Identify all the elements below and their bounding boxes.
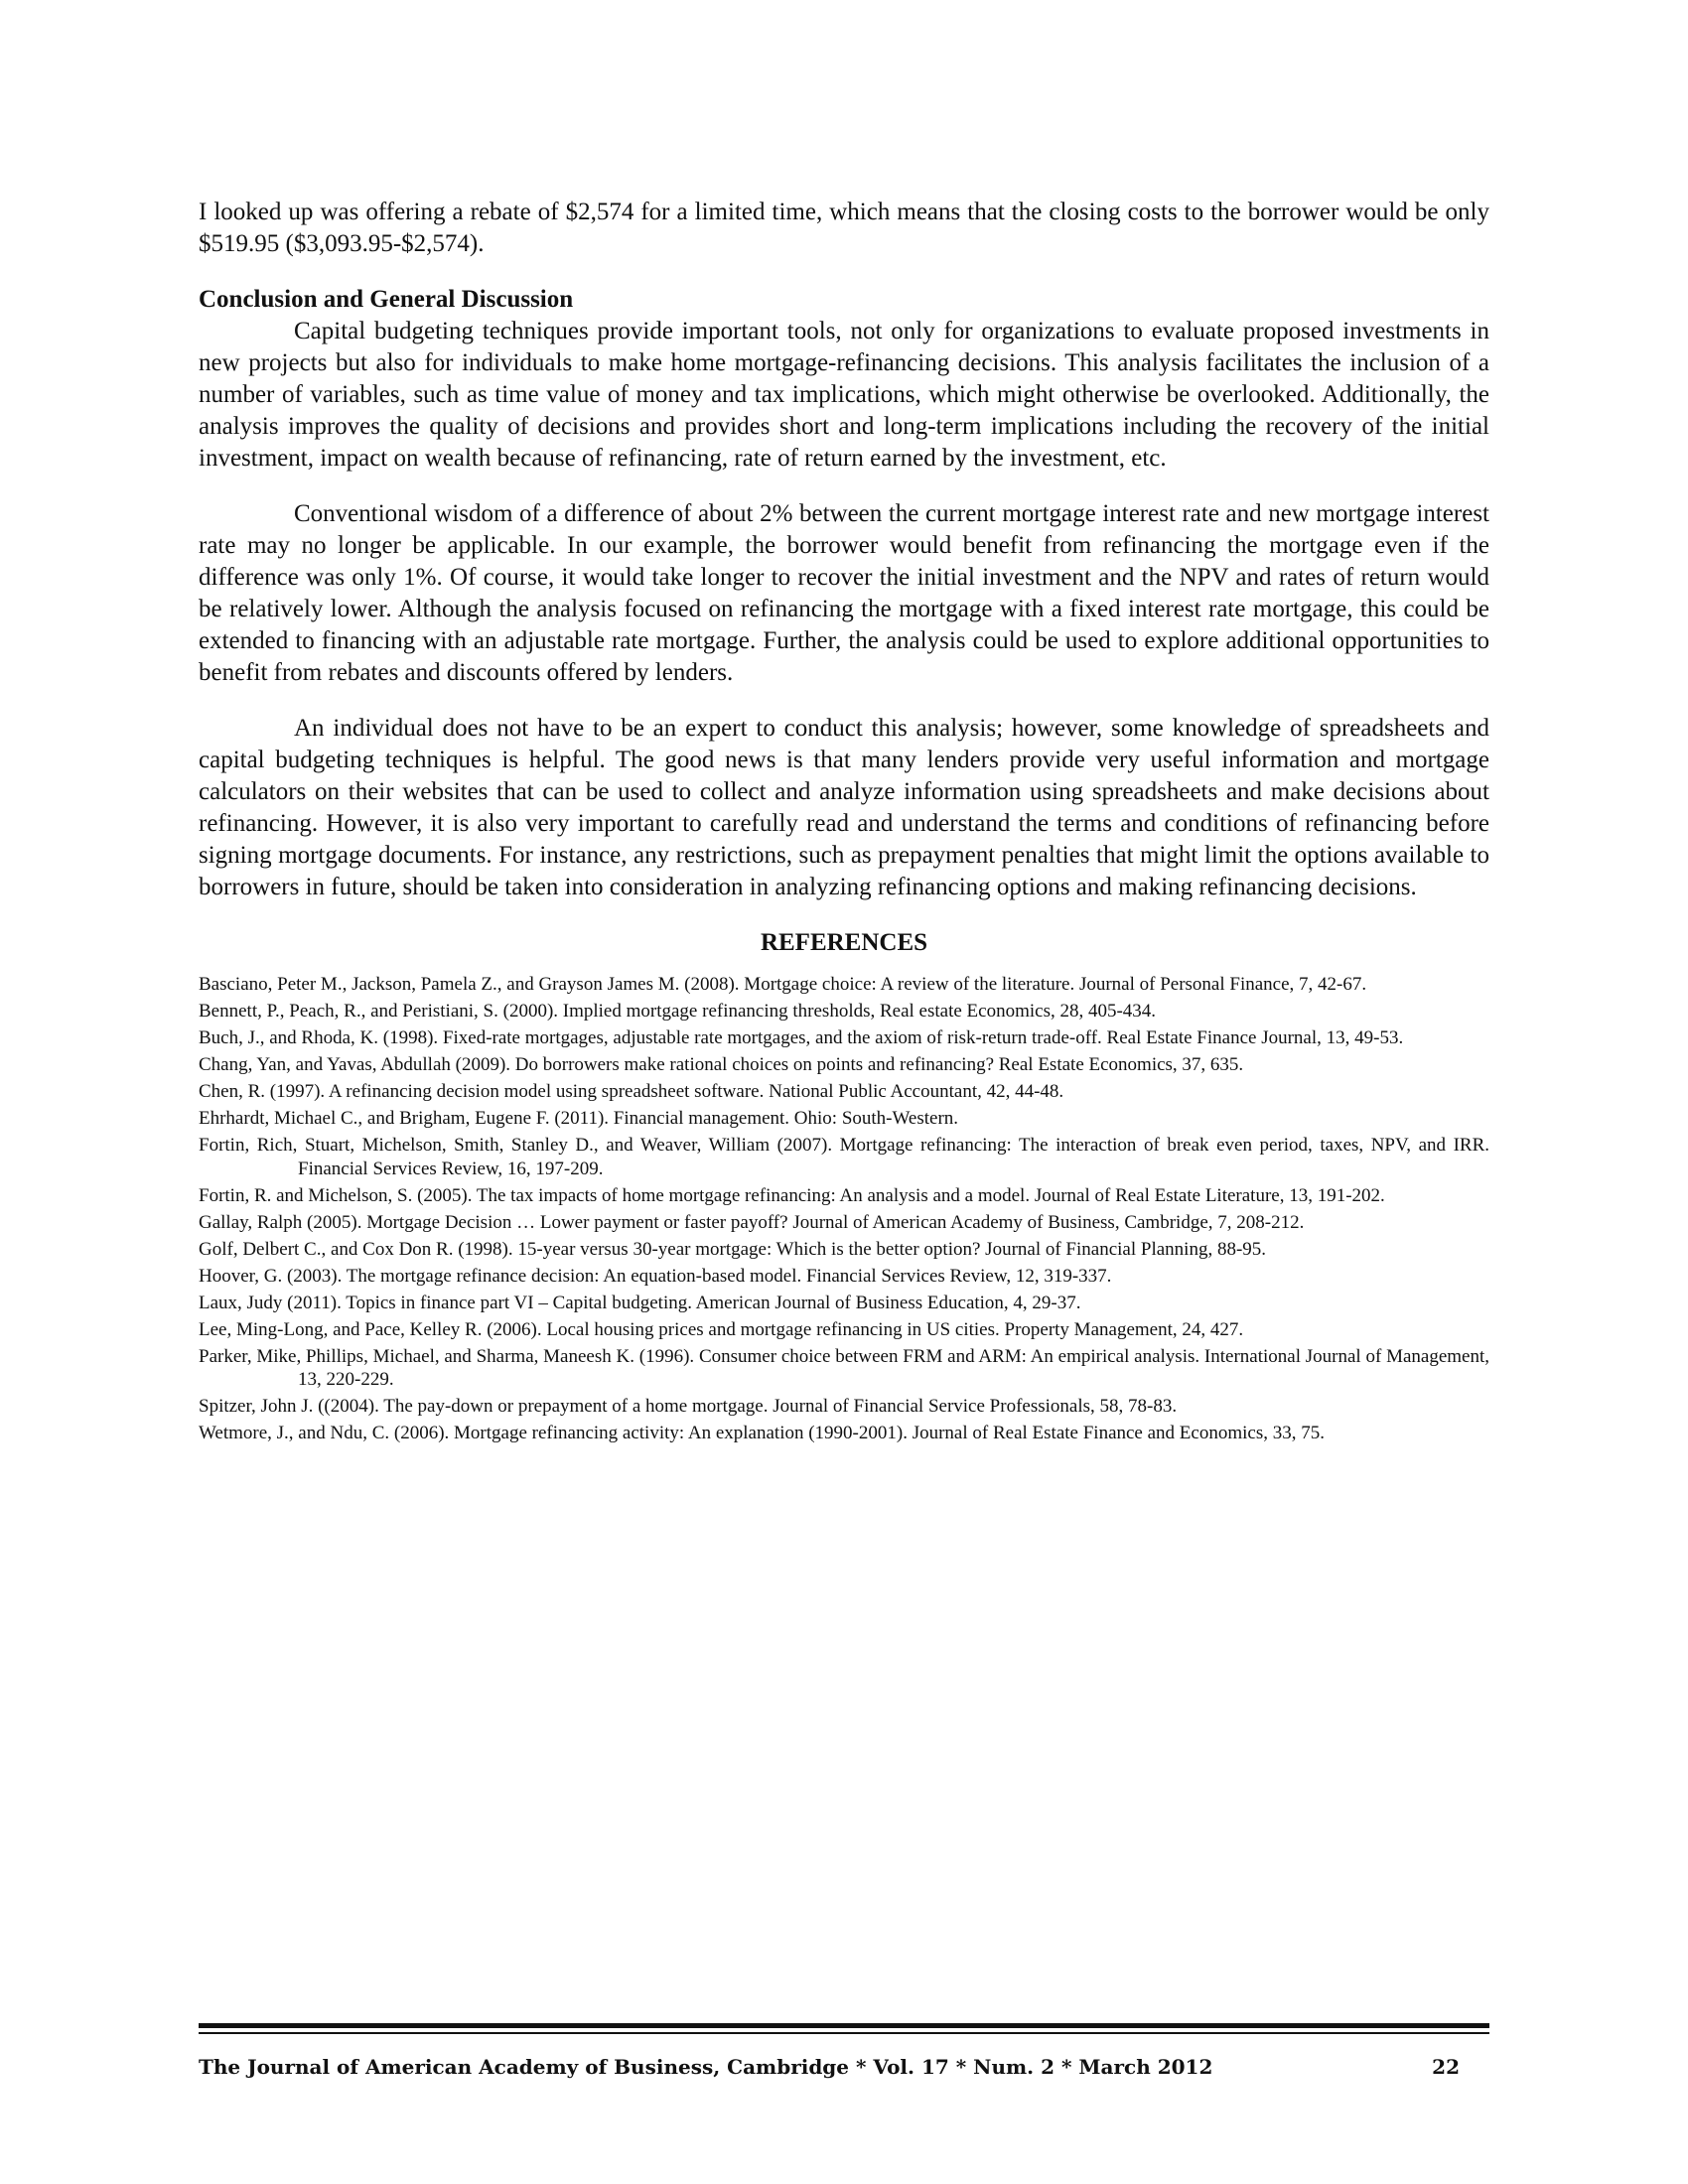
reference-item: Golf, Delbert C., and Cox Don R. (1998). 15-year versus 30-year mortgage: Which is the better option? Journal of Financial Planning, 88-95. — [199, 1238, 1267, 1260]
section-heading: Conclusion and General Discussion — [199, 286, 574, 313]
reference-item: Chang, Yan, and Yavas, Abdullah (2009). Do borrowers make rational choices on points and refinancing? Real Estate Economics, 37, 635. — [199, 1054, 1244, 1075]
references-heading: REFERENCES — [760, 929, 928, 956]
intro-paragraph: I looked up was offering a rebate of $2,574 for a limited time, which means that the closing costs to the borrower would be only $519.95 ($3,093.95-$2,574). — [199, 199, 1489, 257]
page-number: 22 — [1432, 2055, 1460, 2079]
page-content — [199, 197, 1489, 1448]
paragraph-3: An individual does not have to be an expert to conduct this analysis; however, some knowledge of spreadsheets and capital budgeting techniques is helpful. The good news is that many lenders provide very useful information and mortgage calculators on their websites that can be used to collect and analyze information using spreadsheets and make decisions about refinancing. However, it is also very important to carefully read and understand the terms and conditions of refinancing before signing mortgage documents. For instance, any restrictions, such as prepayment penalties that might limit the options available to borrowers in future, should be taken into consideration in analyzing refinancing options and making refinancing decisions. — [199, 715, 1489, 900]
footer-rule-thin — [199, 2032, 1489, 2034]
reference-item: Parker, Mike, Phillips, Michael, and Sharma, Maneesh K. (1996). Consumer choice between FRM and ARM: An empirical analysis. International Journal of Management, 13, 220-229. — [199, 1345, 1489, 1390]
reference-item: Gallay, Ralph (2005). Mortgage Decision … Lower payment or faster payoff? Journal of American Academy of Business, Cambridge, 7, 208-212. — [199, 1211, 1305, 1233]
reference-item: Laux, Judy (2011). Topics in finance part VI – Capital budgeting. American Journal of Business Education, 4, 29-37. — [199, 1292, 1081, 1313]
reference-item: Basciano, Peter M., Jackson, Pamela Z., and Grayson James M. (2008). Mortgage choice: A review of the literature. Journal of Personal Finance, 7, 42-67. — [199, 974, 1367, 995]
reference-item: Hoover, G. (2003). The mortgage refinance decision: An equation-based model. Financial Services Review, 12, 319-337. — [199, 1265, 1112, 1287]
paragraph-1: Capital budgeting techniques provide important tools, not only for organizations to evaluate proposed investments in new projects but also for individuals to make home mortgage-refinancing decisions. This analysis facilitates the inclusion of a number of variables, such as time value of money and tax implications, which might otherwise be overlooked. Additionally, the analysis improves the quality of decisions and provides short and long-term implications including the recovery of the initial investment, impact on wealth because of refinancing, rate of return earned by the investment, etc. — [199, 318, 1489, 472]
page-footer — [199, 2055, 1489, 2085]
reference-item: Buch, J., and Rhoda, K. (1998). Fixed-rate mortgages, adjustable rate mortgages, and the axiom of risk-return trade-off. Real Estate Finance Journal, 13, 49-53. — [199, 1027, 1404, 1048]
footer-journal-citation: The Journal of American Academy of Business, Cambridge * Vol. 17 * Num. 2 * March 2012 — [199, 2055, 1213, 2079]
references-list — [199, 973, 1489, 1445]
reference-item: Wetmore, J., and Ndu, C. (2006). Mortgage refinancing activity: An explanation (1990-2001). Journal of Real Estate Finance and Economics, 33, 75. — [199, 1423, 1325, 1443]
reference-item: Ehrhardt, Michael C., and Brigham, Eugene F. (2011). Financial management. Ohio: South-Western. — [199, 1108, 959, 1129]
footer-rule-thick — [199, 2023, 1489, 2028]
reference-item: Lee, Ming-Long, and Pace, Kelley R. (2006). Local housing prices and mortgage refinancing in US cities. Property Management, 24, 427. — [199, 1318, 1244, 1340]
reference-item: Fortin, Rich, Stuart, Michelson, Smith, Stanley D., and Weaver, William (2007). Mortgage refinancing: The interaction of break even period, taxes, NPV, and IRR. Financial Services Review, 16, 197-209. — [199, 1135, 1489, 1179]
paragraph-2: Conventional wisdom of a difference of about 2% between the current mortgage interest rate and new mortgage interest rate may no longer be applicable. In our example, the borrower would benefit from refinancing the mortgage even if the difference was only 1%. Of course, it would take longer to recover the initial investment and the NPV and rates of return would be relatively lower. Although the analysis focused on refinancing the mortgage with a fixed interest rate mortgage, this could be extended to financing with an adjustable rate mortgage. Further, the analysis could be used to explore additional opportunities to benefit from rebates and discounts offered by lenders. — [199, 500, 1489, 686]
reference-item: Bennett, P., Peach, R., and Peristiani, S. (2000). Implied mortgage refinancing thresholds, Real estate Economics, 28, 405-434. — [199, 1001, 1157, 1022]
reference-item: Spitzer, John J. ((2004). The pay-down or prepayment of a home mortgage. Journal of Financial Service Professionals, 58, 78-83. — [199, 1396, 1178, 1417]
reference-item: Chen, R. (1997). A refinancing decision model using spreadsheet software. National Public Accountant, 42, 44-48. — [199, 1081, 1064, 1102]
reference-item: Fortin, R. and Michelson, S. (2005). The tax impacts of home mortgage refinancing: An analysis and a model. Journal of Real Estate Literature, 13, 191-202. — [199, 1184, 1385, 1206]
